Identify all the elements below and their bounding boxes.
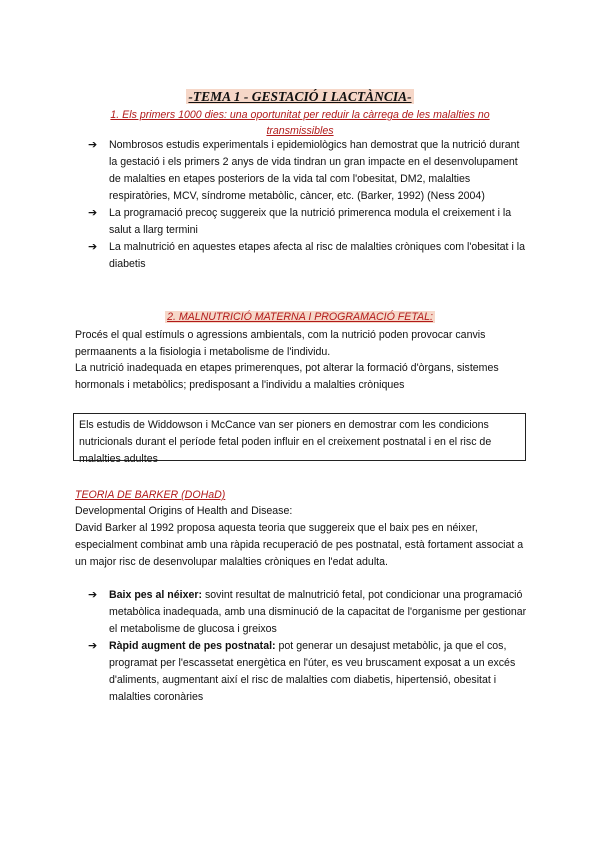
arrow-icon: ➔ (88, 207, 98, 219)
list-item (88, 239, 528, 273)
list-item (88, 205, 528, 239)
arrow-icon: ➔ (88, 139, 98, 151)
page-title (0, 88, 600, 107)
bullet-label: Ràpid augment de pes postnatal: (109, 640, 276, 652)
bullet-text: La malnutrició en aquestes etapes afecta al risc de malalties cròniques com l'obesitat i la diabetis (109, 241, 525, 270)
arrow-icon: ➔ (88, 589, 98, 601)
arrow-icon: ➔ (88, 241, 98, 253)
arrow-icon: ➔ (88, 640, 98, 652)
highlight-box (73, 413, 526, 465)
list-item (88, 587, 528, 638)
bullet-text: La programació precoç suggereix que la nutrició primerenca modula el creixement i la salut a llarg termini (109, 207, 512, 236)
section2-paragraph-1: Procés el qual estímuls o agressions ambientals, com la nutrició poden provocar canvis permaanents a la fisiologia i metabolisme de l'individu. (75, 329, 486, 358)
barker-line-2: David Barker al 1992 proposa aquesta teoria que suggereix que el baix pes en néixer, especialment combinat amb una ràpida recuperació de pes postnatal, està fortament associat a un major risc de desenvolupar malalties cròniques en l'edat adulta. (75, 522, 524, 568)
barker-heading: TEORIA DE BARKER (DOHaD) (75, 489, 226, 501)
section2-heading (0, 309, 600, 326)
section1-heading: 1. Els primers 1000 dies: una oportunitat per reduir la càrrega de les malalties no transmissibles (110, 109, 490, 137)
bullet-text: pot generar un desajust metabòlic, ja que el cos, programat per l'escassetat energètica en l'úter, es veu bruscament exposat a un excés d'aliments, augmentant així el risc de malalties com diabetis, hipertensió, obesitat i malalties coronàries (109, 640, 516, 703)
highlight-box-text: Els estudis de Widdowson i McCance van ser pioners en demostrar com les condicions nutricionals durant el període fetal poden influir en el creixement postnatal i en el risc de malalties adultes (79, 419, 492, 465)
section2-paragraph-2: La nutrició inadequada en etapes primerenques, pot alterar la formació d'òrgans, sistemes hormonals i metabòlics; predisposant a l'individu a malalties cròniques (75, 362, 499, 391)
list-item (88, 638, 528, 706)
bullet-text: sovint resultat de malnutrició fetal, pot condicionar una programació metabòlica inadequada, amb una disminució de la capacitat de l'organisme per gestionar el metabolisme de glucosa i greixos (109, 589, 527, 635)
bullet-label: Baix pes al néixer: (109, 589, 203, 601)
barker-bullet-list (88, 587, 528, 706)
list-item (88, 137, 528, 205)
bullet-text: Nombrosos estudis experimentals i epidemiològics han demostrat que la nutrició durant la gestació i els primers 2 anys de vida tindran un gran impacte en el desenvolupament de malalties en etapes posteriors de la vida tal com l'obesitat, DM2, malalties respiratòries, MCV, síndrome metabòlic, càncer, etc. (Barker, 1992) (Ness 2004) (109, 139, 520, 202)
section2-heading-text: 2. MALNUTRICIÓ MATERNA I PROGRAMACIÓ FETAL: (167, 311, 433, 323)
section1-bullet-list (88, 137, 528, 273)
page-title-text: -TEMA 1 - GESTACIÓ I LACTÀNCIA- (188, 89, 412, 104)
barker-line-1: Developmental Origins of Health and Disease: (75, 505, 293, 517)
